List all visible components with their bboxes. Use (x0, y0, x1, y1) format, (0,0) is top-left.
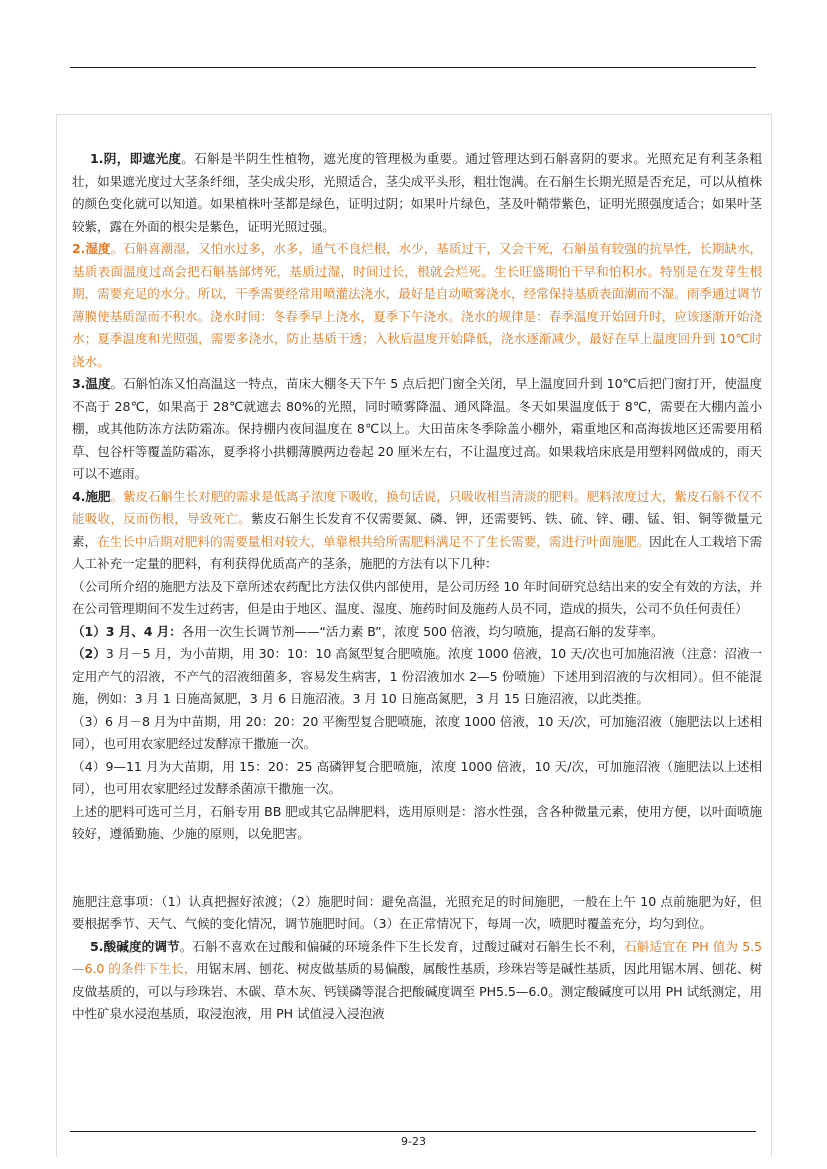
item-date: 3 月、4 月： (105, 623, 182, 639)
header-rule (70, 67, 756, 68)
item-text: 各用一次生长调节剂——“活力素 B”，浓度 500 倍液，均匀喷施，提高石斛的发芽率。 (181, 623, 664, 639)
section-heading: 1.阴，即遮光度 (90, 151, 182, 166)
section-text: 。石斛是半阴生性植物，遮光度的管理极为重要。通过管理达到石斛喜阴的要求。光照充足有利茎条粗壮，如果遮光度过大茎条纤细，茎尖成尖形，光照适合，茎尖成平头形，粗壮饱满。在石斛生长期光照是否充足，可以从植株的颜色变化就可以知道。如果植株叶茎都是绿色，证明过阴；如果叶片绿色，茎及叶鞘带紫色，证明光照强度适合；如果叶茎较紫，露在外面的根尖是紫色，证明光照过强。 (72, 151, 762, 234)
document-body (72, 148, 762, 1026)
item-text: 3 月－5 月，为小苗期，用 30：10：10 高氮型复合肥喷施。浓度 1000 倍液，10 天/次也可加施沼液（注意：沼液一定用产气的沼液，不产气的沼液细菌多，容易发生病害，1 份沼液加水 2—5 份喷施）下述用到沼液的与次相同）。但不能混施，例如：3 月 1 日施高氮肥，3 月 6 日施沼液。3 月 10 日施高氮肥，3 月 15 日施沼液，以此类推。 (72, 646, 762, 706)
spacer (72, 846, 762, 891)
fert-item-1 (72, 621, 762, 644)
section-heading: 2.湿度 (72, 241, 111, 256)
fertilizer-note: 上述的肥料可选可兰月，石斛专用 BB 肥或其它品牌肥料，选用原则是：溶水性强，含各种微量元素，使用方便，以叶面喷施较好，遵循勤施、少施的原则，以免肥害。 (72, 803, 762, 841)
section-text: 。石斛怕冻又怕高温这一特点，苗床大棚冬天下午 5 点后把门窗全关闭，早上温度回升到 10℃后把门窗打开，使温度不高于 28℃，如果高于 28℃就遮去 80%的光照，同时喷雾降温、通风降温。冬天如果温度低于 8℃，需要在大棚内盖小棚，或其他防冻方法防霜冻。保持棚内夜间温度在 8℃以上。大田苗床冬季除盖小棚外，霜重地区和高海拔地区还需要用稻草、包谷杆等覆盖防霜冻，夏季将小拱棚薄膜两边卷起 20 厘米左右，不让温度过高。如果栽培床底是用塑料网做成的，雨天可以不遮雨。 (72, 376, 762, 481)
fert-item-3: （3）6 月－8 月为中苗期，用 20：20：20 平衡型复合肥喷施，浓度 1000 倍液，10 天/次，可加施沼液（施肥法以上述相同），也可用农家肥经过发酵凉干撒施一次。 (72, 713, 762, 751)
section-text: 因此在人工栽培下需人工补充一定量的肥料，有利获得优质高产的茎条，施肥的方法有以下几种： (72, 533, 763, 571)
disclaimer: （公司所介绍的施肥方法及下章所述农药配比方法仅供内部使用，是公司历经 10 年时间研究总结出来的安全有效的方法，并在公司管理期间不发生过药害，但是由于地区、温度、湿度、施药时间及施药人员不同，造成的损失，公司不负任何责任） (72, 578, 762, 616)
section-text: 。石斛喜潮湿，又怕水过多，水多，通气不良烂根，水少，基质过干，又会干死，石斛虽有较强的抗旱性，长期缺水，基质表面温度过高会把石斛基部烤死，基质过湿，时间过长，根就会烂死。生长旺盛期怕干早和怕积水。特别是在发芽生根期，需要充足的水分。所以，干季需要经常用喷灌法浇水，最好是自动喷雾浇水，经常保持基质表面潮而不湿。雨季通过调节薄膜使基质湿而不积水。浇水时间：冬春季早上浇水，夏季下午浇水。浇水的规律是：春季温度开始回升时，应该逐渐开始浇水；夏季温度和光照强，需要多浇水，防止基质干透；入秋后温度开始降低，浇水逐渐减少，最好在早上温度回升到 10℃时浇水。 (72, 241, 762, 369)
section-text: 。石斛不喜欢在过酸和偏碱的环境条件下生长发育，过酸过碱对石斛生长不利， (179, 938, 625, 954)
section-heading: 4.施肥 (72, 488, 111, 504)
footer-rule (70, 1131, 756, 1132)
section-humidity (72, 238, 762, 373)
section-heading: 5.酸碱度的调节 (90, 938, 180, 954)
highlight-text: 。紫皮石斛生长对肥的需求是低离子浓度下吸收，换句话说，只吸收相当清淡的肥料。肥料浓度过大，紫皮石斛不仅不能吸收，反而伤根，导致死亡。 (72, 488, 762, 526)
fertilizing-cautions: 施肥注意事项：（1）认真把握好浓渡；（2）施肥时间：避免高温，光照充足的时间施肥，一般在上午 10 点前施肥为好，但要根据季节、天气、气候的变化情况，调节施肥时间。（3）在正常情况下，每周一次，喷肥时覆盖充分，均匀到位。 (72, 893, 762, 931)
section-text: 紫皮石斛生长发育不仅需要氮、磷、钾，还需要钙、铁、硫、锌、硼、锰、钼、铜等微量元素， (72, 511, 762, 549)
section-shading (72, 148, 762, 238)
item-number: （1） (72, 623, 106, 639)
fert-item-2 (72, 643, 762, 711)
section-fertilizing (72, 486, 762, 576)
item-number: （2） (72, 646, 106, 661)
section-text: 用锯末屑、刨花、树皮做基质的易偏酸，属酸性基质，珍珠岩等是碱性基质，因此用锯木屑、刨花、树皮做基质的，可以与珍珠岩、木碳、草木灰、钙镁磷等混合把酸碱度调至 PH5.5—6.0。测定酸碱度可以用 PH 试纸测定，用中性矿泉水浸泡基质，取浸泡液，用 PH 试值浸入浸泡液 (72, 961, 762, 1021)
highlight-text: 石斛适宜在 PH 值为 5.5—6.0 的条件下生长， (72, 938, 762, 976)
highlight-text: 在生长中后期对肥料的需要量相对较大，单靠根共给所需肥料满足不了生长需要，需进行叶面施肥。 (97, 533, 650, 549)
section-ph (72, 936, 762, 1026)
section-temperature (72, 373, 762, 486)
page-number: 9-23 (401, 1135, 426, 1148)
fert-item-4: （4）9—11 月为大苗期，用 15：20：25 高磷钾复合肥喷施，浓度 1000 倍液，10 天/次，可加施沼液（施肥法以上述相同），也可用农家肥经过发酵杀菌凉干撒施一次。 (72, 758, 762, 796)
section-heading: 3.温度 (72, 376, 111, 391)
